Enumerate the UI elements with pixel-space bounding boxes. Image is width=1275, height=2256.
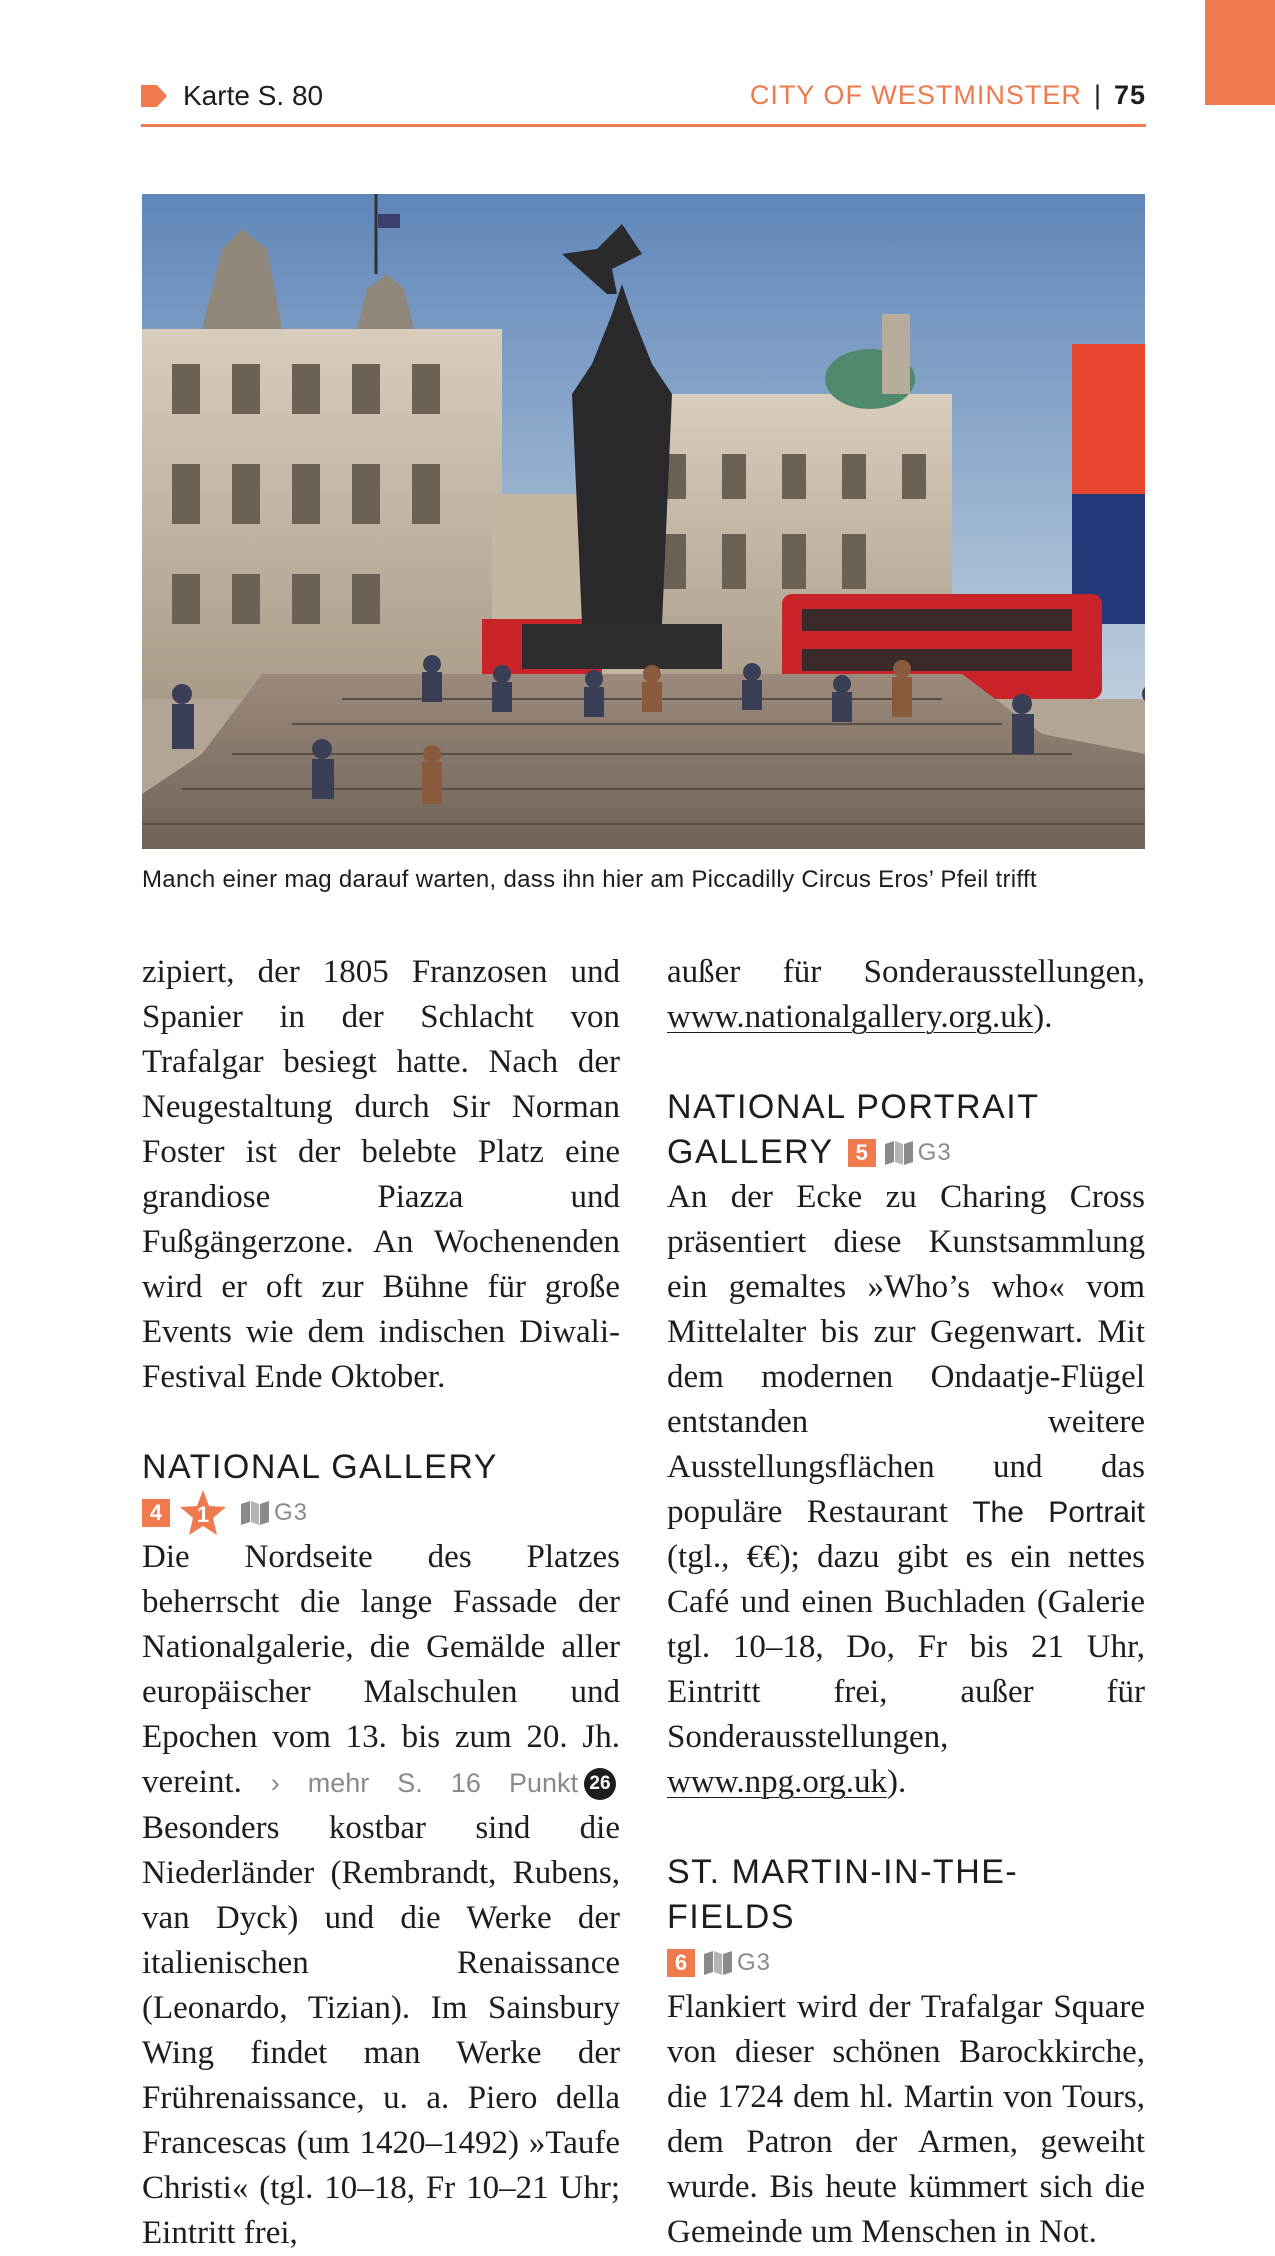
national-gallery-heading: NATIONAL GALLERY: [142, 1448, 498, 1486]
map-reference[interactable]: [141, 80, 323, 112]
map-icon[interactable]: [884, 1140, 914, 1166]
location-number-badge: 6: [667, 1949, 695, 1977]
map-reference-label: Karte S. 80: [183, 80, 324, 111]
npg-heading-line2: [667, 1130, 1145, 1175]
running-header: [750, 80, 1146, 111]
right-column: [667, 950, 1145, 2255]
map-icon[interactable]: [703, 1950, 733, 1976]
piccadilly-circus-photo: [142, 194, 1145, 849]
map-grid-reference: G3: [917, 1139, 952, 1166]
national-gallery-website-link[interactable]: www.nationalgallery.org.uk: [667, 999, 1034, 1035]
page-corner-tab: [1205, 0, 1275, 105]
continuation-text: außer für Sonderausstellungen,: [667, 954, 1145, 990]
spacer: [142, 1400, 620, 1445]
arrow-marker-icon: [141, 85, 167, 107]
intro-paragraph: zipiert, der 1805 Franzosen und Spanier in der Schlacht von Trafalgar besiegt hatte. Nach der Neugestaltung durch Sir Norman Foster ist der belebte Platz eine grandiose Piazza und Fußgängerzone. An Wochenenden wird er oft zur Bühne für große Events wie dem indischen Diwali-Festival Ende Oktober.: [142, 954, 620, 1395]
continuation-paragraph: [667, 950, 1145, 1040]
national-gallery-text-part1: Die Nordseite des Platzes beherrscht die lange Fassade der Nationalgalerie, die Gemälde aller europäischer Malschulen und Epochen vom 13. bis zum 20. Jh. vereint.: [142, 1539, 620, 1800]
national-gallery-text-part2: Besonders kostbar sind die Niederländer (Rembrandt, Rubens, van Dyck) und die Werke der italienischen Renaissance (Leonardo, Tizian). Im Sainsbury Wing findet man Werke der Frührenaissance, u. a. Piero della Francescas (um 1420–1492) »Taufe Christi« (tgl. 10–18, Fr 10–21 Uhr; Eintritt frei,: [142, 1810, 620, 2251]
page-header: [141, 78, 1146, 127]
npg-text-part2: (tgl., €€); dazu gibt es ein nettes Café und einen Buchladen (Galerie tgl. 10–18, Do, Fr bis 21 Uhr, Eintritt frei, außer für Sonderausstellungen,: [667, 1539, 1145, 1755]
section-name: CITY OF WESTMINSTER: [749, 80, 1082, 110]
npg-website-link[interactable]: www.npg.org.uk: [667, 1764, 887, 1800]
location-number-badge: 5: [848, 1139, 876, 1167]
st-martin-markers: [667, 1940, 1145, 1985]
national-gallery-text: [142, 1535, 620, 2256]
npg-text: [667, 1175, 1145, 1805]
punkt-number-badge: 26: [584, 1768, 616, 1800]
photo-caption: Manch einer mag darauf warten, dass ihn hier am Piccadilly Circus Eros’ Pfeil trifft: [142, 866, 1037, 893]
restaurant-name: The Portrait: [972, 1496, 1145, 1529]
spacer: [667, 1805, 1145, 1850]
npg-text-part1: An der Ecke zu Charing Cross präsentiert diese Kunstsammlung ein gemaltes »Who’s who« vom Mittelalter bis zur Gegenwart. Mit dem modernen Ondaatje-Flügel entstanden weitere Ausstellungsflächen und das populäre Restaurant: [667, 1179, 1145, 1530]
map-grid-reference: G3: [274, 1499, 309, 1526]
npg-heading-gallery: GALLERY: [667, 1133, 834, 1171]
map-grid-reference: G3: [737, 1949, 772, 1976]
continuation-end: ).: [1033, 999, 1053, 1035]
st-martin-heading: ST. MARTIN-IN-THE-FIELDS: [667, 1853, 1019, 1936]
map-icon[interactable]: [240, 1500, 270, 1526]
left-column: [142, 950, 620, 2256]
spacer: [667, 1040, 1145, 1085]
cross-reference-link[interactable]: › mehr S. 16 Punkt: [270, 1768, 578, 1798]
page-number: 75: [1113, 80, 1146, 110]
npg-text-end: ).: [887, 1764, 907, 1800]
national-gallery-markers: [142, 1490, 620, 1535]
header-separator: |: [1093, 80, 1102, 110]
top-highlight-number: 1: [196, 1501, 210, 1527]
st-martin-text: Flankiert wird der Trafalgar Square von dieser schönen Barockkirche, die 1724 dem hl. Martin von Tours, dem Patron der Armen, geweiht wurde. Bis heute kümmert sich die Gemeinde um Menschen in Not.: [667, 1989, 1145, 2250]
top-highlight-star-icon: [178, 1488, 228, 1538]
npg-heading-line1: NATIONAL PORTRAIT: [667, 1088, 1040, 1126]
location-number-badge: 4: [142, 1499, 170, 1527]
